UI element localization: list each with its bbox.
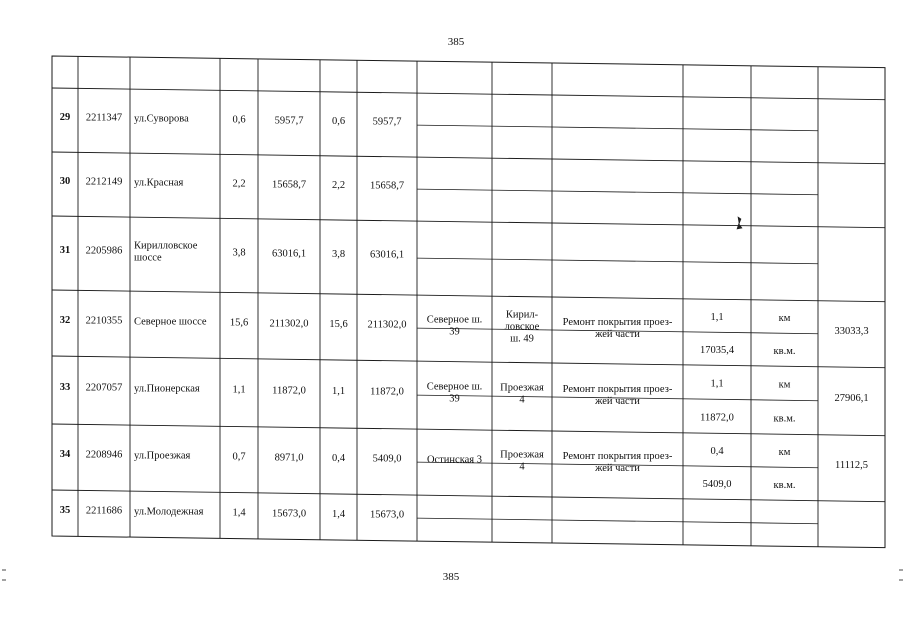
row-divider bbox=[52, 216, 885, 228]
segment-from: Остинская 3 bbox=[426, 454, 483, 466]
work-type: жей части bbox=[595, 395, 640, 407]
repair-length-km: 1,4 bbox=[331, 509, 346, 521]
work-m2: 5409,0 bbox=[702, 478, 732, 490]
length-km: 1,1 bbox=[232, 384, 246, 396]
street-name: ул.Пионерская bbox=[134, 383, 200, 395]
work-m2-unit: кв.м. bbox=[773, 413, 796, 425]
length-km: 15,6 bbox=[229, 317, 249, 329]
row-number: 30 bbox=[59, 176, 71, 188]
work-m2: 17035,4 bbox=[699, 344, 735, 356]
area-m2: 15658,7 bbox=[271, 179, 307, 191]
segment-to: 4 bbox=[519, 461, 525, 473]
work-km: 1,1 bbox=[710, 311, 724, 323]
road-code: 2207057 bbox=[85, 382, 123, 394]
row-number: 33 bbox=[59, 382, 71, 394]
work-m2-unit: кв.м. bbox=[773, 479, 796, 491]
area-m2: 8971,0 bbox=[274, 452, 304, 464]
repair-length-km: 2,2 bbox=[331, 180, 346, 192]
street-name: ул.Молодежная bbox=[134, 506, 204, 518]
row-number: 32 bbox=[59, 315, 71, 327]
work-type: Ремонт покрытия проез- bbox=[562, 383, 673, 395]
crop-mark-right bbox=[899, 570, 903, 580]
area-m2: 211302,0 bbox=[269, 318, 309, 330]
segment-to: Проезжая bbox=[500, 382, 544, 394]
length-km: 0,7 bbox=[232, 451, 246, 463]
segment-to: 4 bbox=[519, 394, 525, 406]
repair-length-km: 0,4 bbox=[331, 453, 346, 465]
table-grid bbox=[52, 56, 885, 548]
row-subdivider bbox=[417, 125, 818, 131]
ink-mark bbox=[737, 217, 742, 229]
segment-from: Северное ш. bbox=[426, 381, 483, 393]
length-km: 2,2 bbox=[232, 178, 246, 190]
segment-from: 39 bbox=[449, 393, 460, 405]
crop-mark-left bbox=[2, 570, 6, 580]
road-code: 2210355 bbox=[85, 315, 123, 327]
road-code: 2211686 bbox=[85, 505, 123, 517]
work-m2-unit: кв.м. bbox=[773, 345, 796, 357]
row-subdivider bbox=[417, 189, 818, 195]
segment-to: ловское bbox=[504, 321, 540, 333]
row-divider bbox=[52, 88, 885, 100]
row-number: 35 bbox=[59, 505, 71, 517]
repair-length-km: 15,6 bbox=[329, 319, 348, 331]
row-divider bbox=[52, 152, 885, 164]
row-subdivider bbox=[417, 518, 818, 524]
row-divider bbox=[52, 424, 885, 436]
row-number: 34 bbox=[59, 449, 71, 461]
work-km-unit: км bbox=[778, 312, 791, 324]
repair-area-m2: 11872,0 bbox=[370, 386, 404, 398]
segment-from: Северное ш. bbox=[426, 314, 483, 326]
area-m2: 63016,1 bbox=[271, 248, 307, 260]
row-subdivider bbox=[417, 258, 818, 264]
road-code: 2205986 bbox=[85, 245, 123, 257]
work-type: жей части bbox=[595, 328, 640, 340]
row-number: 31 bbox=[59, 245, 71, 257]
road-code: 2208946 bbox=[85, 449, 123, 461]
row-number: 29 bbox=[59, 112, 71, 124]
repair-area-m2: 5409,0 bbox=[372, 453, 402, 465]
total-cost: 33033,3 bbox=[834, 326, 869, 338]
work-type: Ремонт покрытия проез- bbox=[562, 450, 673, 462]
work-type: Ремонт покрытия проез- bbox=[562, 316, 673, 328]
segment-from: 39 bbox=[449, 326, 460, 338]
repair-area-m2: 211302,0 bbox=[367, 319, 407, 331]
repair-area-m2: 63016,1 bbox=[369, 249, 405, 261]
road-code: 2211347 bbox=[85, 112, 123, 124]
repair-length-km: 1,1 bbox=[331, 386, 346, 398]
work-type: жей части bbox=[595, 462, 640, 474]
repair-length-km: 0,6 bbox=[331, 116, 346, 128]
street-name: ул.Суворова bbox=[134, 113, 189, 125]
total-cost: 27906,1 bbox=[834, 393, 869, 405]
segment-to: ш. 49 bbox=[510, 333, 534, 345]
work-km: 1,1 bbox=[710, 378, 724, 390]
row-divider bbox=[52, 356, 885, 368]
repair-length-km: 3,8 bbox=[331, 249, 346, 261]
work-km-unit: км bbox=[778, 446, 791, 458]
work-m2: 11872,0 bbox=[700, 412, 734, 424]
area-m2: 5957,7 bbox=[274, 115, 304, 127]
street-name: Кирилловское bbox=[134, 240, 198, 252]
work-km: 0,4 bbox=[710, 445, 724, 457]
work-km-unit: км bbox=[778, 379, 791, 391]
length-km: 0,6 bbox=[232, 114, 246, 126]
street-name: ул.Красная bbox=[134, 177, 184, 189]
segment-to: Кирил- bbox=[505, 309, 539, 321]
street-name: шоссе bbox=[134, 252, 162, 264]
length-km: 3,8 bbox=[232, 247, 246, 259]
table-body bbox=[60, 112, 869, 521]
area-m2: 15673,0 bbox=[271, 508, 307, 520]
repair-area-m2: 5957,7 bbox=[372, 116, 402, 128]
length-km: 1,4 bbox=[232, 507, 246, 519]
street-name: ул.Проезжая bbox=[134, 450, 191, 462]
row-divider bbox=[52, 290, 885, 302]
repair-area-m2: 15658,7 bbox=[369, 180, 405, 192]
total-cost: 11112,5 bbox=[835, 460, 868, 472]
page-number-top: 385 bbox=[447, 36, 465, 48]
street-name: Северное шоссе bbox=[134, 316, 207, 328]
segment-to: Проезжая bbox=[500, 449, 544, 461]
row-divider bbox=[52, 490, 885, 502]
page-number-bottom: 385 bbox=[442, 571, 460, 583]
area-m2: 11872,0 bbox=[272, 385, 306, 397]
road-code: 2212149 bbox=[85, 176, 123, 188]
repair-area-m2: 15673,0 bbox=[369, 509, 405, 521]
